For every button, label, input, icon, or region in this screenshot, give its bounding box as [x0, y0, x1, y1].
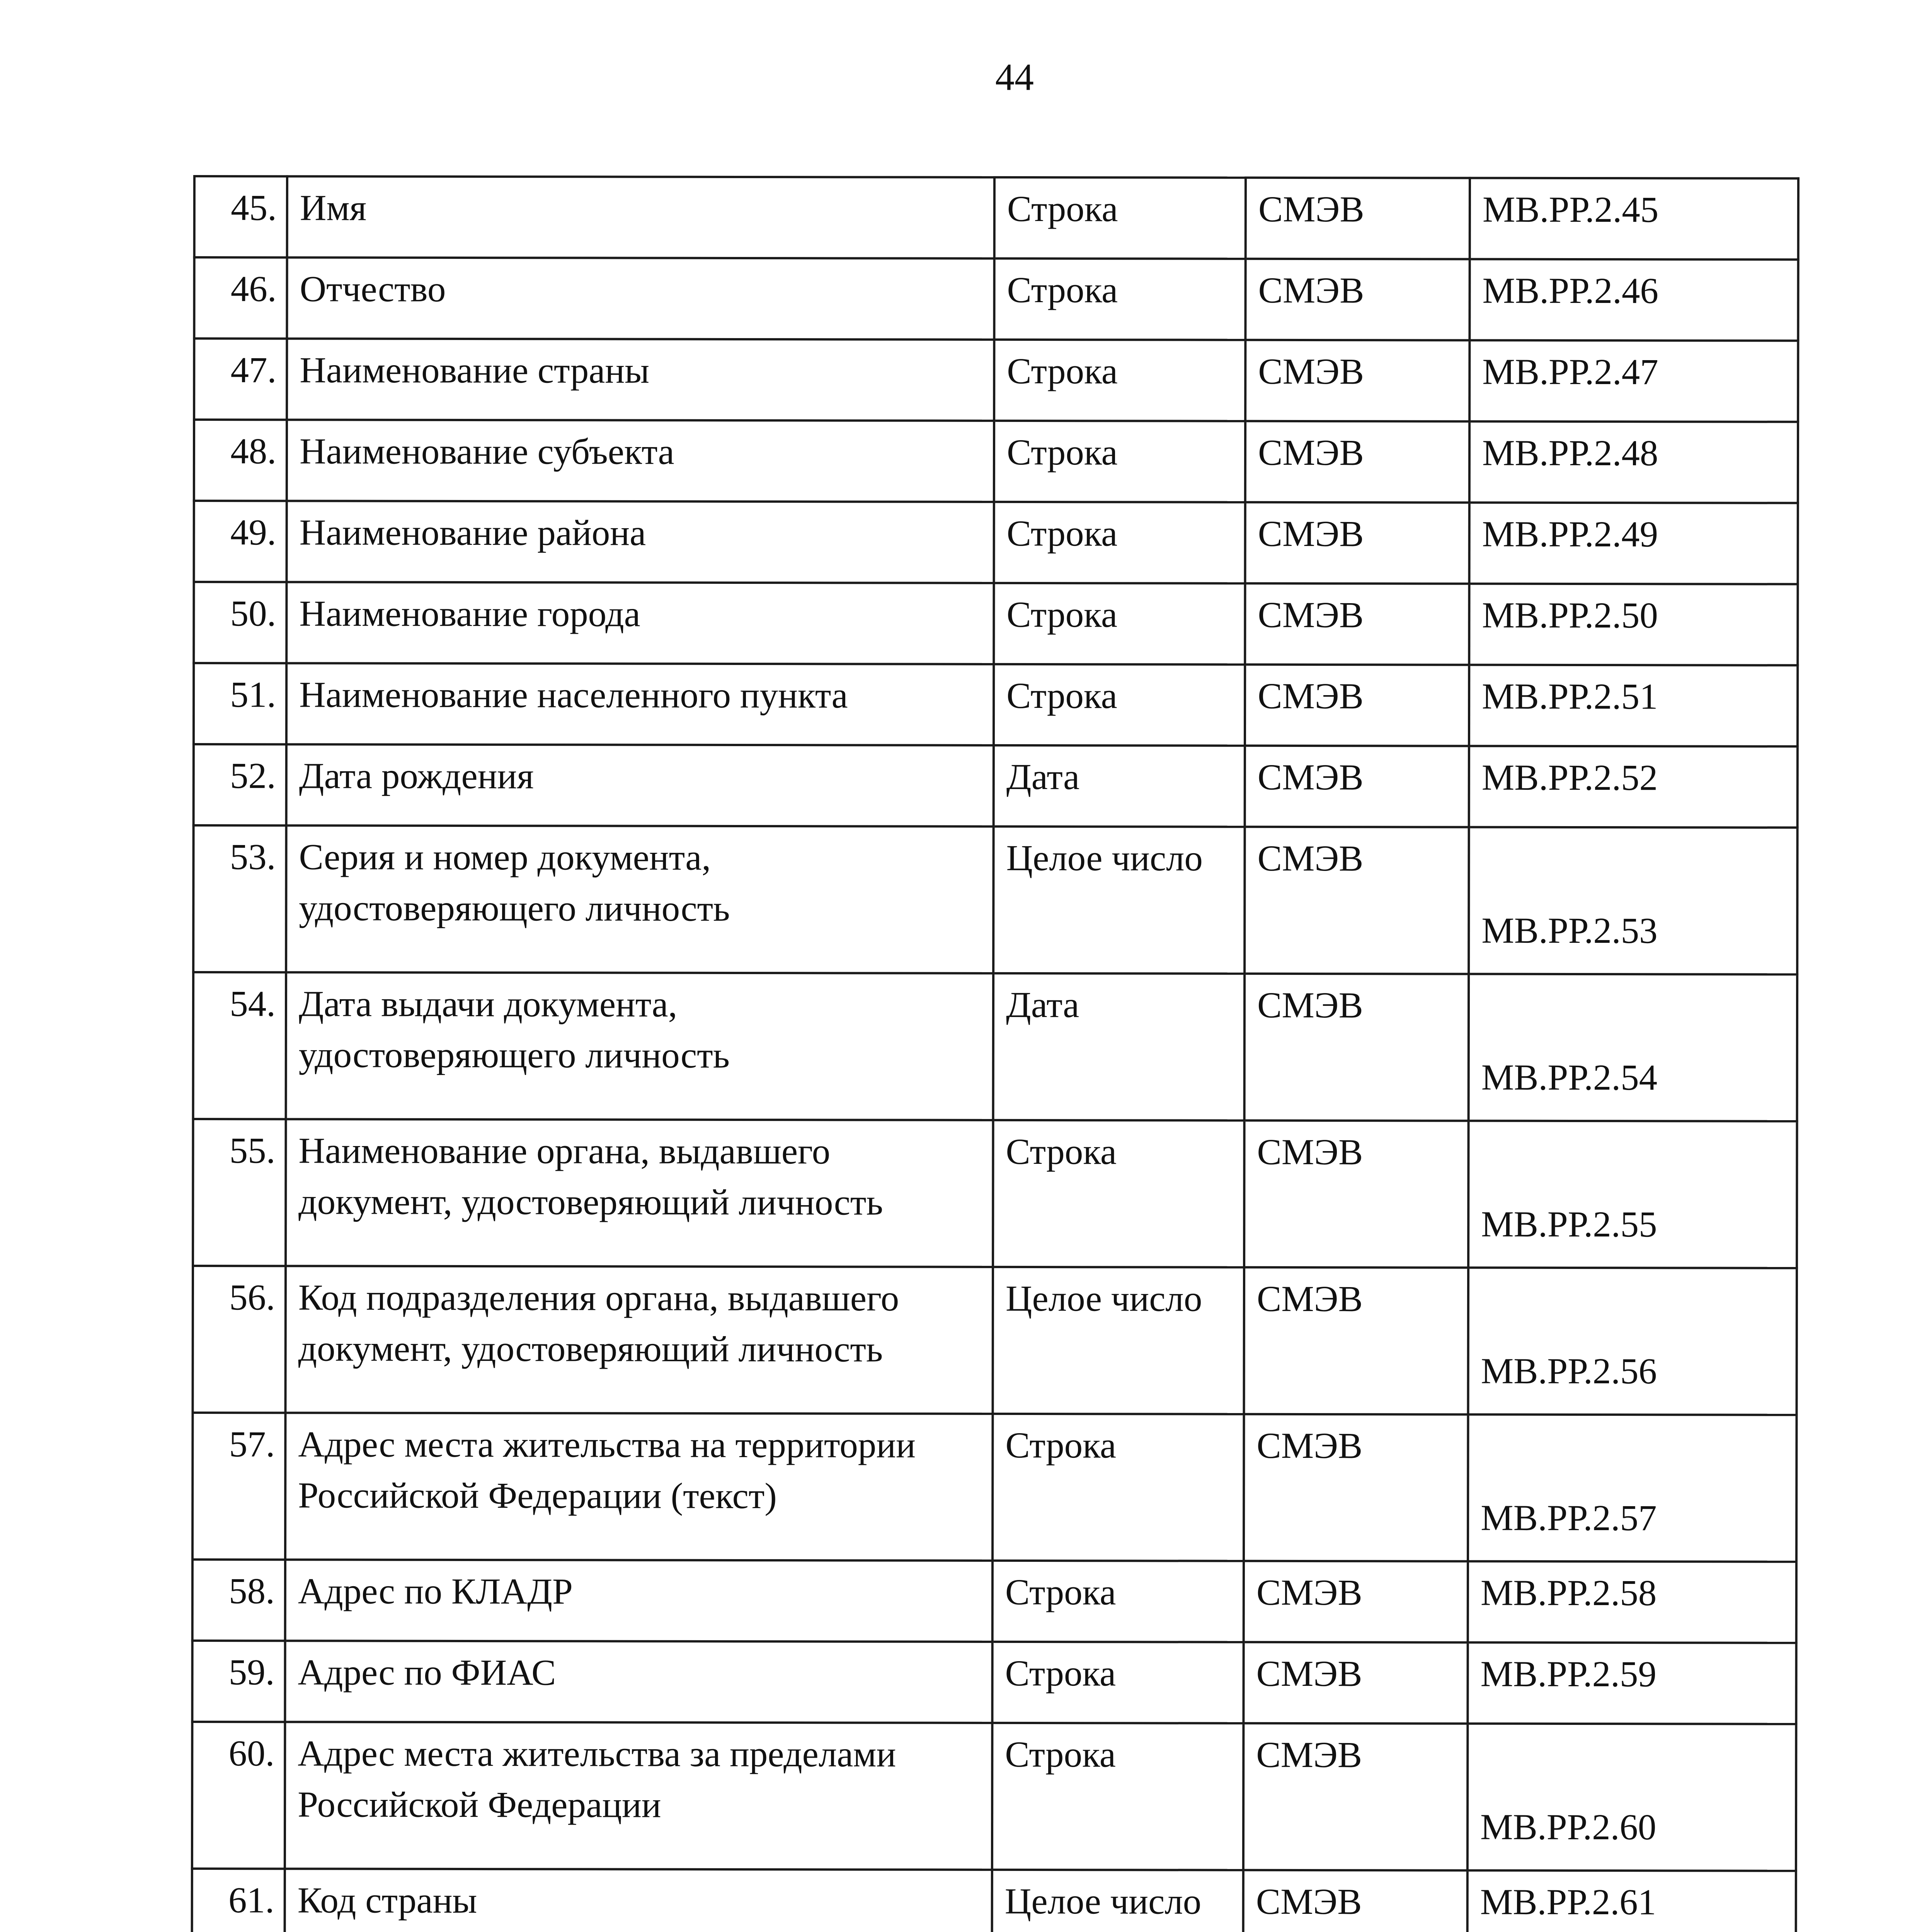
table-row	[194, 744, 1798, 828]
row-number-cell: 60.	[192, 1722, 285, 1869]
row-number-cell: 45.	[194, 176, 287, 257]
row-number-cell: 58.	[192, 1560, 285, 1641]
attribute-name-line: Российской Федерации (текст)	[298, 1475, 777, 1517]
data-type-cell: Строка	[994, 177, 1246, 259]
source-cell: СМЭВ	[1245, 665, 1469, 746]
row-number-cell: 59.	[192, 1641, 285, 1722]
code-cell: МВ.РР.2.58	[1468, 1561, 1796, 1643]
source-cell: СМЭВ	[1245, 974, 1469, 1121]
attribute-name-cell	[285, 1560, 993, 1642]
table-row	[193, 1119, 1797, 1268]
table-row	[194, 257, 1798, 341]
code-cell: МВ.РР.2.48	[1469, 422, 1798, 503]
attribute-name-line: Имя	[300, 187, 367, 228]
code-cell: МВ.РР.2.51	[1469, 665, 1798, 747]
code-cell: МВ.РР.2.47	[1469, 340, 1798, 422]
data-type-cell: Строка	[993, 1414, 1244, 1561]
attribute-name-cell	[287, 338, 994, 421]
attributes-table	[191, 175, 1800, 1932]
table-row	[192, 1869, 1796, 1932]
attribute-name-line: Адрес по КЛАДР	[298, 1570, 573, 1612]
attribute-name-line: Наименование субъекта	[299, 430, 674, 472]
source-cell: СМЭВ	[1244, 1267, 1469, 1415]
code-cell: МВ.РР.2.50	[1469, 584, 1798, 665]
table-body	[192, 176, 1798, 1932]
attribute-name-cell	[285, 1722, 993, 1870]
data-type-cell: Дата	[994, 745, 1245, 827]
code-cell: МВ.РР.2.49	[1469, 503, 1798, 584]
table-row	[194, 501, 1798, 584]
code-cell: МВ.РР.2.54	[1469, 974, 1798, 1121]
data-type-cell: Строка	[994, 583, 1245, 665]
code-cell: МВ.РР.2.59	[1468, 1643, 1796, 1724]
table-row	[194, 420, 1798, 503]
row-number-cell: 49.	[194, 501, 287, 582]
row-number-cell: 57.	[192, 1413, 286, 1560]
page-number: 44	[995, 56, 1034, 99]
attribute-name-cell	[286, 663, 994, 745]
source-cell: СМЭВ	[1244, 1414, 1468, 1561]
row-number-cell: 56.	[193, 1266, 286, 1413]
attribute-name-cell	[287, 501, 994, 583]
attribute-name-line: Наименование органа, выдавшего	[298, 1130, 831, 1172]
attribute-name-line: удостоверяющего личность	[299, 887, 730, 929]
source-cell: СМЭВ	[1245, 340, 1469, 422]
table-row	[192, 1641, 1796, 1724]
row-number-cell: 54.	[193, 972, 286, 1119]
attribute-name-cell	[286, 1266, 993, 1414]
data-type-cell: Целое число	[992, 1870, 1243, 1932]
code-cell: МВ.РР.2.53	[1469, 827, 1798, 975]
attribute-name-line: Код страны	[297, 1879, 477, 1921]
source-cell: СМЭВ	[1245, 746, 1469, 827]
table-row	[192, 1722, 1796, 1871]
row-number-cell: 50.	[194, 582, 286, 663]
attribute-name-line: Наименование района	[299, 512, 646, 553]
source-cell: СМЭВ	[1244, 1121, 1469, 1268]
row-number-cell: 55.	[193, 1119, 286, 1266]
attribute-name-line: Наименование населенного пункта	[299, 674, 848, 716]
source-cell: СМЭВ	[1243, 1870, 1468, 1932]
attribute-name-line: Наименование страны	[300, 349, 650, 391]
data-type-cell: Дата	[993, 973, 1245, 1121]
data-type-cell: Строка	[994, 502, 1245, 583]
attribute-name-cell	[287, 176, 994, 259]
attribute-name-line: удостоверяющего личность	[298, 1034, 730, 1076]
row-number-cell: 51.	[194, 663, 286, 744]
attribute-name-cell	[286, 972, 994, 1120]
code-cell: МВ.РР.2.60	[1468, 1724, 1796, 1871]
attribute-name-line: Серия и номер документа,	[299, 836, 711, 878]
attribute-name-line: Дата рождения	[299, 755, 534, 797]
data-type-cell: Строка	[994, 340, 1245, 421]
data-type-cell: Строка	[992, 1642, 1243, 1723]
attribute-name-cell	[286, 825, 994, 973]
source-cell: СМЭВ	[1245, 583, 1469, 665]
data-type-cell: Строка	[994, 259, 1245, 340]
data-type-cell: Целое число	[993, 1267, 1245, 1414]
attribute-name-line: Наименование города	[299, 593, 640, 634]
row-number-cell: 46.	[194, 257, 287, 338]
table-row	[194, 663, 1798, 747]
source-cell: СМЭВ	[1243, 1723, 1468, 1871]
attribute-name-cell	[285, 1869, 992, 1932]
source-cell: СМЭВ	[1244, 1561, 1468, 1643]
table-row	[194, 176, 1798, 260]
code-cell: МВ.РР.2.61	[1468, 1871, 1796, 1932]
code-cell: МВ.РР.2.45	[1470, 178, 1798, 260]
row-number-cell: 47.	[194, 338, 287, 420]
source-cell: СМЭВ	[1245, 259, 1469, 340]
attribute-name-line: Адрес места жительства на территории	[298, 1423, 916, 1466]
attribute-name-line: Дата выдачи документа,	[298, 983, 678, 1025]
table-row	[192, 1413, 1797, 1562]
source-cell: СМЭВ	[1246, 178, 1470, 259]
attribute-name-line: Код подразделения органа, выдавшего	[298, 1277, 899, 1319]
attribute-name-line: Адрес места жительства за пределами	[298, 1733, 896, 1775]
code-cell: МВ.РР.2.46	[1469, 259, 1798, 341]
attribute-name-cell	[285, 1641, 992, 1723]
table-row	[193, 972, 1798, 1121]
code-cell: МВ.РР.2.55	[1468, 1121, 1797, 1268]
attribute-name-cell	[286, 744, 994, 827]
attribute-name-line: документ, удостоверяющий личность	[298, 1328, 883, 1370]
attribute-name-line: Отчество	[300, 268, 446, 310]
attribute-name-cell	[287, 257, 994, 340]
attribute-name-cell	[287, 420, 994, 502]
attribute-name-cell	[286, 582, 994, 664]
attribute-name-cell	[285, 1413, 993, 1561]
source-cell: СМЭВ	[1245, 502, 1469, 584]
source-cell: СМЭВ	[1245, 827, 1469, 974]
row-number-cell: 48.	[194, 420, 287, 501]
data-type-cell: Целое число	[993, 827, 1245, 974]
row-number-cell: 61.	[192, 1869, 285, 1932]
source-cell: СМЭВ	[1245, 421, 1469, 503]
data-type-cell: Строка	[994, 421, 1245, 502]
attribute-name-line: Адрес по ФИАС	[298, 1651, 556, 1693]
code-cell: МВ.РР.2.57	[1468, 1415, 1797, 1562]
table-row	[193, 825, 1798, 975]
row-number-cell: 52.	[194, 744, 286, 825]
table-row	[193, 1266, 1797, 1415]
attribute-name-cell	[286, 1119, 993, 1267]
row-number-cell: 53.	[193, 825, 286, 972]
code-cell: МВ.РР.2.52	[1469, 746, 1798, 828]
attribute-name-line: документ, удостоверяющий личность	[298, 1181, 883, 1223]
code-cell: МВ.РР.2.56	[1468, 1268, 1797, 1415]
data-type-cell: Строка	[994, 664, 1245, 746]
source-cell: СМЭВ	[1243, 1642, 1468, 1724]
data-type-cell: Строка	[993, 1120, 1245, 1267]
table-row	[192, 1560, 1796, 1643]
table-row	[194, 582, 1798, 665]
data-type-cell: Строка	[992, 1723, 1244, 1870]
table-row	[194, 338, 1798, 422]
data-type-cell: Строка	[993, 1561, 1244, 1642]
attribute-name-line: Российской Федерации	[298, 1784, 661, 1825]
